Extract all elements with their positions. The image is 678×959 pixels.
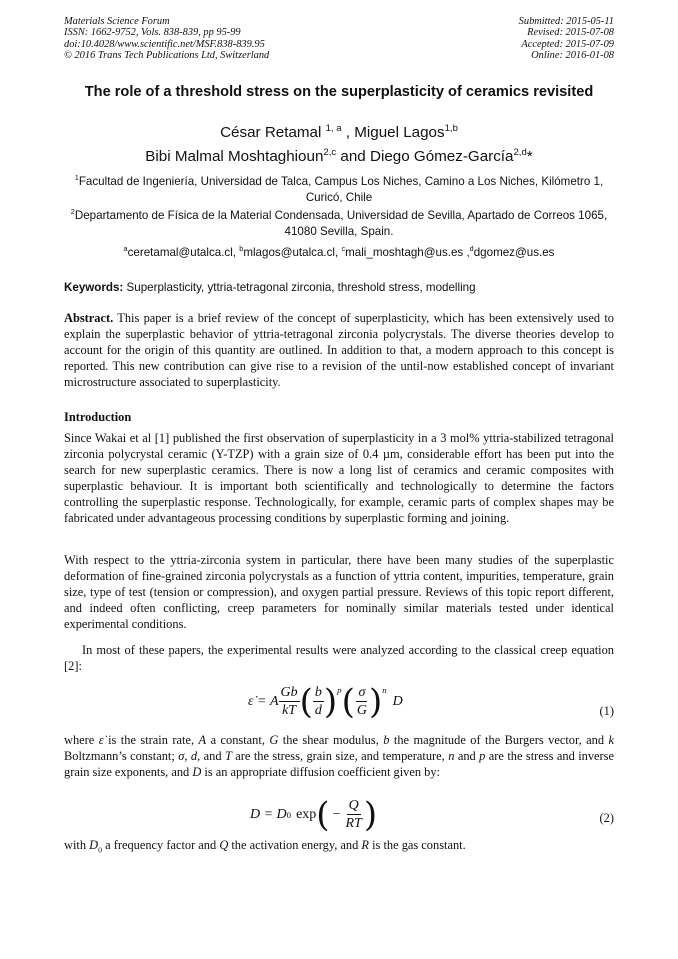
email-list	[64, 245, 614, 261]
author-affiliation-marker: 2,d	[513, 146, 527, 158]
symbol: b	[383, 733, 390, 747]
abstract	[64, 311, 614, 391]
accepted-date: Accepted: 2015-07-09	[521, 38, 614, 50]
fraction-numerator: Gb	[280, 685, 298, 700]
subscript: 0	[98, 845, 102, 855]
affiliation-1	[64, 174, 614, 205]
left-paren: (	[299, 681, 313, 722]
email-address: mali_moshtagh@us.es ,	[345, 246, 470, 259]
symbol: n	[448, 748, 455, 763]
text-run: a constant,	[206, 733, 270, 747]
author-affiliation-marker: 1,b	[444, 122, 458, 134]
eq1-tail: D	[392, 693, 403, 709]
keywords-text: Superplasticity, yttria-tetragonal zirconia, threshold stress, modelling	[126, 281, 476, 294]
text-run: are the stress, grain size, and temperature,	[231, 748, 449, 763]
eq1-lhs: ε̇ = A	[248, 693, 279, 709]
left-paren: (	[341, 681, 355, 722]
eq2-lhs: D = D	[250, 806, 287, 822]
issn-line: ISSN: 1662-9752, Vols. 838-839, pp 95-99	[64, 27, 241, 39]
section-heading-introduction: Introduction	[64, 410, 132, 424]
equation-number-2: (2)	[599, 811, 614, 825]
fraction-numerator: σ	[358, 685, 366, 700]
symbol: D	[89, 838, 99, 852]
equation-number-1: (1)	[599, 704, 614, 718]
email-address: dgomez@us.es	[473, 246, 555, 259]
text-run: is an appropriate diffusion coefficient given by:	[201, 764, 440, 779]
symbol: ε̇	[98, 733, 104, 747]
email-marker: d	[469, 244, 474, 254]
text-run: with	[64, 838, 90, 852]
left-paren: (	[316, 794, 330, 835]
author-list: César Retamal $^{1, a}$ , Miguel Lagos$^{1,b}$ Bibi Malmal Moshtaghioun$^{2,c}$ and Diego Gómez-García$^{2,d}$*	[145, 122, 533, 165]
email-marker: b	[239, 244, 244, 254]
text-run: the activation energy, and	[228, 838, 362, 852]
eq2-fraction	[343, 797, 363, 832]
revised-date: Revised: 2015-07-08	[527, 27, 614, 39]
email-address: ceretamal@utalca.cl,	[127, 246, 237, 259]
text-run: the magnitude of the Burgers vector, and	[389, 733, 609, 747]
affiliation-text: Departamento de Física de la Material Condensada, Universidad de Sevilla, Apartado de Correos 1065, 41080 Sevilla, Spain.	[74, 209, 608, 238]
symbol: k	[608, 733, 614, 747]
affiliation-number: 2	[70, 207, 75, 217]
right-paren: )	[368, 681, 383, 722]
copyright-line: © 2016 Trans Tech Publications Ltd, Switzerland	[64, 50, 270, 62]
text-run: is the gas constant.	[369, 838, 466, 852]
email-marker: c	[341, 244, 346, 254]
text-run: Boltzmann’s constant;	[64, 748, 179, 763]
keywords	[64, 280, 614, 295]
right-paren: )	[323, 681, 338, 722]
doi-line: doi:10.4028/www.scientific.net/MSF.838-839.95	[64, 38, 265, 50]
symbol: Q	[219, 838, 229, 852]
text-run: and	[454, 748, 480, 763]
symbol: R	[361, 838, 369, 852]
symbol: T	[224, 748, 232, 763]
eq2-function: exp	[296, 806, 317, 822]
author-affiliation-marker: 2,c	[323, 146, 337, 158]
eq1-fraction	[279, 684, 300, 719]
paper-title: The role of a threshold stress on the superplasticity of ceramics revisited	[84, 84, 594, 100]
fraction-denominator: d	[314, 703, 322, 718]
author-name: Bibi Malmal Moshtaghioun	[145, 148, 324, 165]
submitted-date: Submitted: 2015-05-11	[518, 16, 614, 27]
keywords-label: Keywords:	[64, 281, 124, 294]
fraction-denominator: RT	[345, 816, 362, 831]
fraction-denominator: kT	[282, 703, 297, 718]
eq2-minus: −	[332, 806, 341, 822]
right-paren: )	[363, 794, 378, 835]
text-run: and	[200, 748, 225, 763]
submission-dates	[519, 16, 614, 62]
corresponding-author-mark: *	[526, 148, 533, 165]
abstract-label: Abstract.	[64, 311, 114, 325]
text-run: are the stress and inverse grain size exponents, and	[64, 748, 614, 779]
author-conjunction: and	[340, 148, 366, 165]
fraction-numerator: Q	[348, 798, 359, 813]
affiliation-text: Facultad de Ingeniería, Universidad de Talca, Campus Los Niches, Camino a Los Niches, Kilómetro 1, Curicó, Chile	[78, 175, 604, 204]
text-run: a frequency factor and	[102, 838, 220, 852]
email-marker: a	[123, 244, 128, 254]
abstract-text: This paper is a brief review of the concept of superplasticity, which has been extensively used to explain the superplastic behavior of yttria-tetragonal zirconia polycrystals. The diverse theories develop to account for the origin of this quantity are outlined. In addition to that, a modern approach to this concept is reported. This new contribution can give rise to a revision of the until-now established concept of invariant microstructure associated to superplasticity.	[64, 311, 614, 389]
symbol: A	[198, 733, 207, 747]
author-name: Miguel Lagos	[354, 124, 445, 141]
intro-paragraph-2: With respect to the yttria-zirconia system in particular, there have been many studies of the superplastic deformation of fine-grained zirconia polycrystals as a function of yttria content, impurities, temperature, grain size, type of test (tension or compression), and oxygen partial pressure. Reviews of this topic report different, and indeed often conflicting, creep parameters for nominally similar materials tested under identical experimental conditions.	[64, 553, 614, 631]
text-run: where	[64, 733, 99, 747]
author-affiliation-marker: 1, a	[325, 122, 342, 134]
journal-name: Materials Science Forum	[64, 16, 170, 27]
eq1-fraction	[355, 684, 369, 719]
affiliation-2	[64, 208, 614, 239]
closing-sentence	[64, 838, 614, 854]
eq1-fraction	[313, 684, 324, 719]
symbol: σ, d,	[178, 748, 201, 763]
affiliation-number: 1	[74, 173, 79, 183]
author-name: Diego Gómez-García	[369, 148, 514, 165]
online-date: Online: 2016-01-08	[531, 50, 614, 62]
symbol: G	[269, 733, 279, 747]
equation-2: D = D 0 exp ( − $\frac{Q}{RT}$ )	[250, 794, 378, 835]
fraction-denominator: G	[356, 703, 367, 718]
intro-paragraph-1: Since Wakai et al [1] published the first observation of superplasticity in a 3 mol% yttria-stabilized tetragonal zirconia polycrystal ceramic (Y-TZP) with a grain size of 0.4 µm, considerable effort has been put into the search for new superplastic ceramics. There is now a long list of ceramics and ceramic composites with superplastic behaviour. It is important both scientifically and technologically to determine the factors controlling the superplastic response. Technologically, for example, ceramic parts of complex shapes may be fabricated under advantageous processing conditions by superplastic forming and joining.	[64, 431, 614, 525]
symbol: p	[479, 748, 486, 763]
text-run: is the strain rate,	[103, 733, 199, 747]
intro-paragraph-3: In most of these papers, the experimental results were analyzed according to the classical creep equation [2]:	[64, 643, 614, 673]
journal-info	[64, 16, 269, 62]
text-run: the shear modulus,	[278, 733, 384, 747]
symbol: D	[192, 764, 202, 779]
equation-1: ε̇ = A $\frac{Gb}{kT}$ ( $\frac{b}{d}$ ) p ( $\frac{\sigma}{G}$ ) n D	[248, 681, 403, 722]
fraction-numerator: b	[314, 685, 322, 700]
variable-definitions	[64, 733, 614, 781]
email-address: mlagos@utalca.cl,	[243, 246, 339, 259]
author-name: César Retamal	[220, 124, 322, 141]
